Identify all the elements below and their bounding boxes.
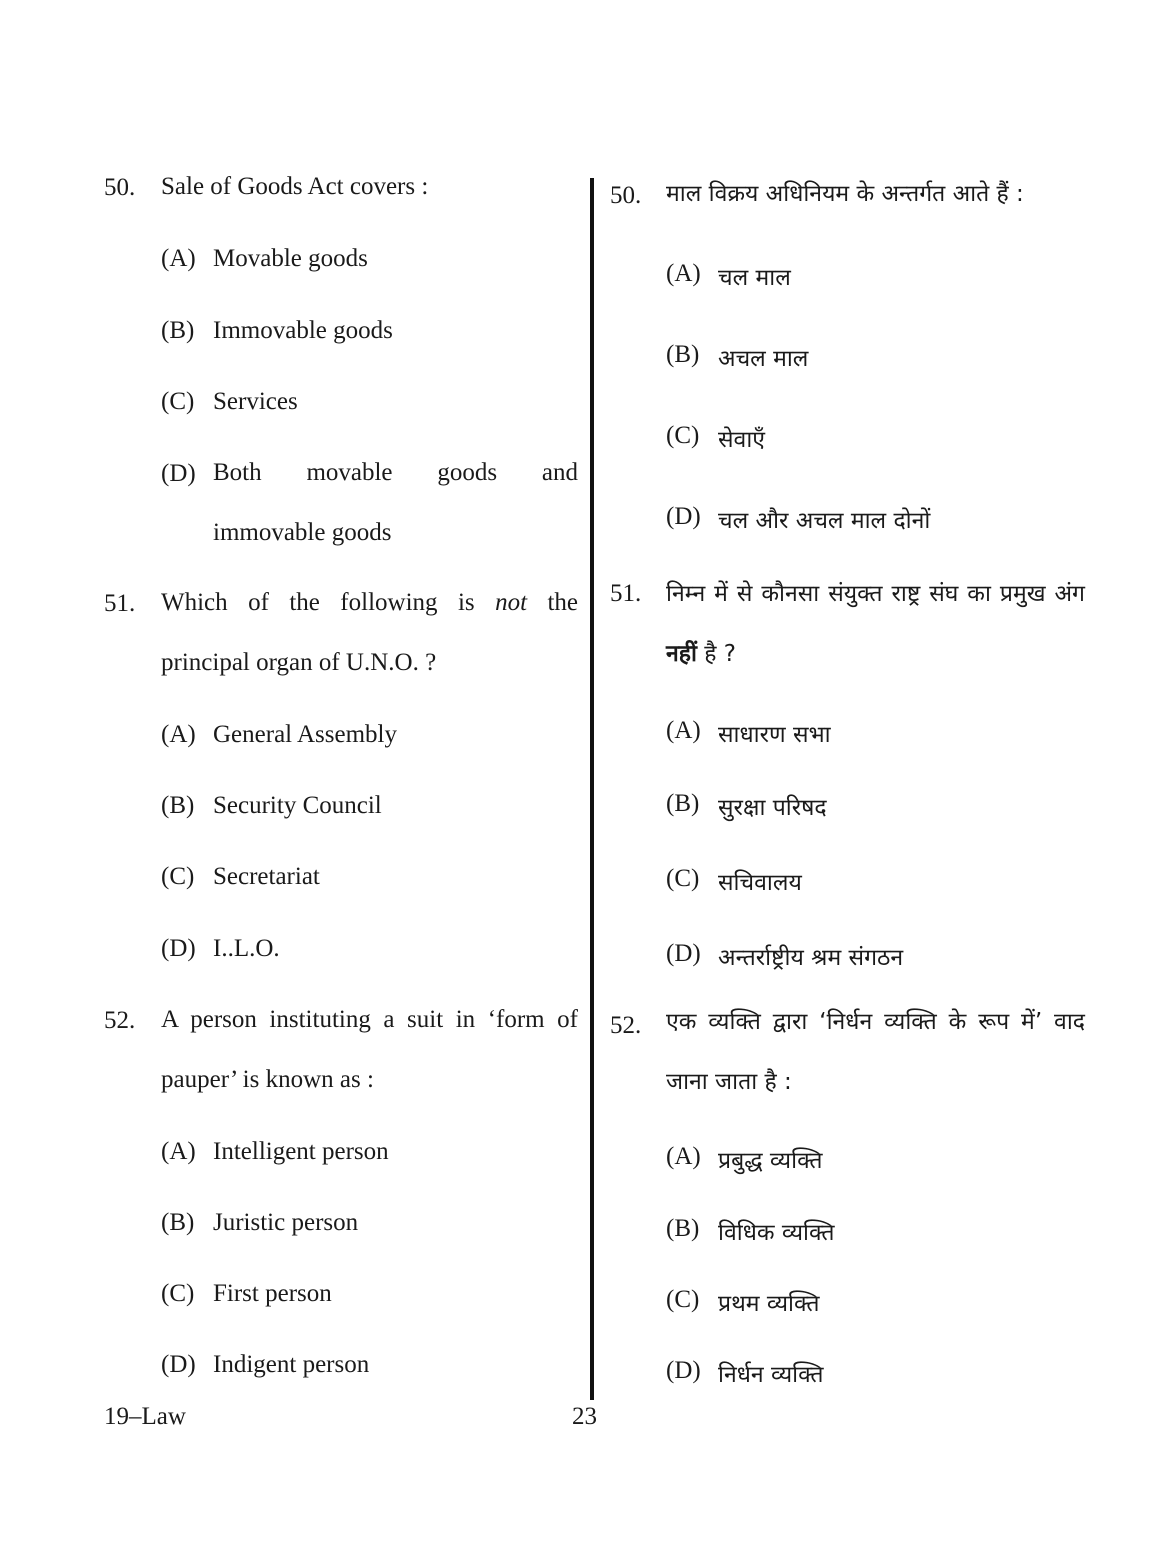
option-a [161, 1138, 578, 1166]
option-b [161, 317, 578, 345]
option-letter: (C) [161, 1280, 195, 1307]
option-letter: (B) [666, 790, 700, 817]
option-b [666, 341, 1085, 372]
question-text-emphasis: not [495, 589, 528, 616]
option-d [161, 1351, 578, 1379]
option-text: Both movable goods and immovable goods [213, 459, 578, 546]
option-text: सुरक्षा परिषद [718, 795, 827, 821]
option-text: सचिवालय [718, 870, 802, 896]
option-a [161, 245, 578, 273]
option-text: चल और अचल माल दोनों [718, 508, 931, 534]
column-divider [590, 178, 594, 1400]
option-text: प्रबुद्ध व्यक्ति [718, 1148, 823, 1174]
question-number: 51. [104, 590, 136, 617]
question-text-part: the principal organ of U.N.O. ? [161, 589, 578, 676]
option-letter: (A) [161, 245, 196, 272]
option-text: General Assembly [213, 721, 397, 748]
option-b [666, 1215, 1085, 1246]
option-a [161, 721, 578, 749]
option-letter: (D) [161, 460, 196, 487]
question-text-part: Which of the following is [161, 589, 496, 616]
option-letter: (B) [161, 792, 195, 819]
question-text: Sale of Goods Act covers : [161, 173, 429, 200]
option-letter: (B) [161, 317, 195, 344]
option-d [161, 459, 578, 546]
option-text: Security Council [213, 792, 382, 819]
option-c [666, 422, 1085, 453]
option-text: प्रथम व्यक्ति [718, 1291, 820, 1317]
option-d [666, 940, 1085, 971]
option-b [161, 1209, 578, 1237]
option-letter: (B) [161, 1209, 195, 1236]
question-text [666, 564, 1085, 684]
question-number: 50. [104, 174, 136, 201]
option-text: चल माल [718, 265, 791, 291]
option-letter: (A) [666, 1143, 701, 1170]
option-c [666, 865, 1085, 896]
option-letter: (A) [161, 1138, 196, 1165]
question-text-emphasis: नहीं [666, 641, 697, 667]
option-d [666, 1357, 1085, 1388]
option-text: I..L.O. [213, 935, 280, 962]
option-text: अचल माल [718, 346, 809, 372]
option-text: Immovable goods [213, 317, 393, 344]
question-number: 52. [610, 1012, 642, 1039]
option-letter: (C) [161, 388, 195, 415]
option-text: विधिक व्यक्ति [718, 1220, 835, 1246]
option-text: Intelligent person [213, 1138, 389, 1165]
option-text: Secretariat [213, 863, 320, 890]
option-letter: (C) [666, 865, 700, 892]
option-text: अन्तर्राष्ट्रीय श्रम संगठन [718, 945, 904, 971]
option-text: Movable goods [213, 245, 368, 272]
option-letter: (A) [666, 717, 701, 744]
question-number: 52. [104, 1007, 136, 1034]
option-b [161, 792, 578, 820]
option-c [161, 1280, 578, 1308]
question-text: माल विक्रय अधिनियम के अन्तर्गत आते हैं : [666, 181, 1024, 207]
question-text: A person instituting a suit in ‘form of pauper’ is known as : [161, 1006, 578, 1093]
option-c [666, 1286, 1085, 1317]
option-text: Indigent person [213, 1351, 370, 1378]
option-letter: (C) [161, 863, 195, 890]
option-letter: (D) [666, 940, 701, 967]
option-a [666, 717, 1085, 748]
option-letter: (D) [666, 1357, 701, 1384]
option-letter: (B) [666, 1215, 700, 1242]
option-c [161, 863, 578, 891]
option-text: First person [213, 1280, 332, 1307]
option-text: सेवाएँ [718, 427, 766, 453]
question-text: एक व्यक्ति द्वारा ‘निर्धन व्यक्ति के रूप में’ वाद जाना जाता है : [666, 1009, 1085, 1095]
option-a [666, 260, 1085, 291]
option-letter: (D) [161, 1351, 196, 1378]
question-number: 50. [610, 182, 642, 209]
question-text-part: है ? [696, 641, 736, 667]
option-letter: (A) [666, 260, 701, 287]
page-number: 23 [572, 1403, 597, 1430]
option-text: Juristic person [213, 1209, 359, 1236]
option-letter: (C) [666, 1286, 700, 1313]
option-letter: (D) [666, 503, 701, 530]
option-letter: (D) [161, 935, 196, 962]
option-text: निर्धन व्यक्ति [718, 1362, 824, 1388]
option-d [161, 935, 578, 963]
option-b [666, 790, 1085, 821]
paper-code: 19–Law [104, 1403, 186, 1430]
option-letter: (C) [666, 422, 700, 449]
question-text-part: निम्न में से कौनसा संयुक्त राष्ट्र संघ का प्रमुख अंग [666, 581, 1085, 607]
option-letter: (B) [666, 341, 700, 368]
option-text: Services [213, 388, 298, 415]
option-a [666, 1143, 1085, 1174]
option-letter: (A) [161, 721, 196, 748]
option-d [666, 503, 1085, 534]
option-text: साधारण सभा [718, 722, 831, 748]
question-text [161, 573, 578, 693]
question-number: 51. [610, 580, 642, 607]
option-c [161, 388, 578, 416]
